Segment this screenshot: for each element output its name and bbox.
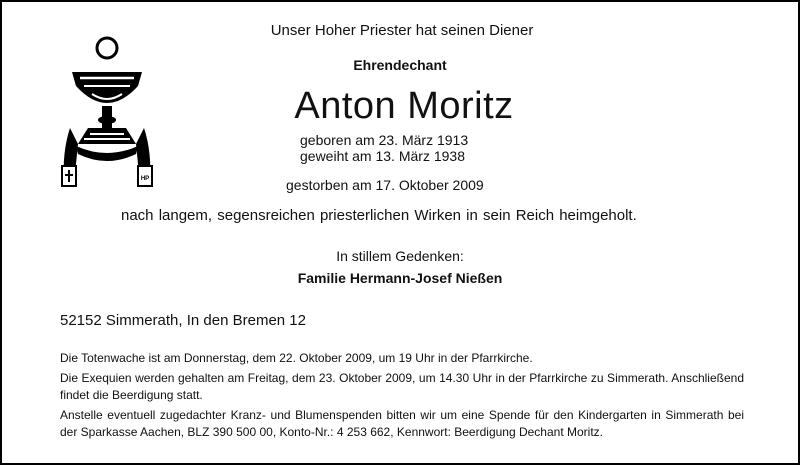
funeral-note: Die Exequien werden gehalten am Freitag, dem 23. Oktober 2009, um 14.30 Uhr in der Pfarrkirche zu Simmerath. Anschließend findet die Beerdigung statt.	[60, 371, 744, 402]
stole-letters: HP	[140, 176, 150, 182]
life-dates	[300, 132, 468, 164]
intro-line: Unser Hoher Priester hat seinen Diener	[270, 22, 534, 39]
service-notes	[60, 350, 744, 444]
honorary-title: Ehrendechant	[353, 57, 447, 73]
donation-note: Anstelle eventuell zugedachter Kranz- und Blumenspenden bitten wir um eine Spende für den Kindergarten in Simmerath bei der Sparkasse Aachen, BLZ 390 500 00, Konto-Nr.: 4 253 662, Kennwort: Beerdigung Dechant Moritz.	[60, 408, 744, 439]
deceased-name: Anton Moritz	[294, 85, 514, 127]
birth-date: geboren am 23. März 1913	[300, 132, 469, 148]
death-date: gestorben am 17. Oktober 2009	[286, 177, 484, 193]
in-memory-line: In stillem Gedenken:	[336, 248, 464, 264]
memorial-phrase: nach langem, segensreichen priesterlichen Wirken in sein Reich heimgeholt.	[121, 207, 637, 224]
family-address: 52152 Simmerath, In den Bremen 12	[60, 312, 306, 329]
family-name: Familie Hermann-Josef Nießen	[297, 270, 503, 286]
wake-note: Die Totenwache ist am Donnerstag, dem 22. Oktober 2009, um 19 Uhr in der Pfarrkirche.	[60, 351, 533, 365]
ordination-date: geweiht am 13. März 1938	[300, 148, 465, 164]
